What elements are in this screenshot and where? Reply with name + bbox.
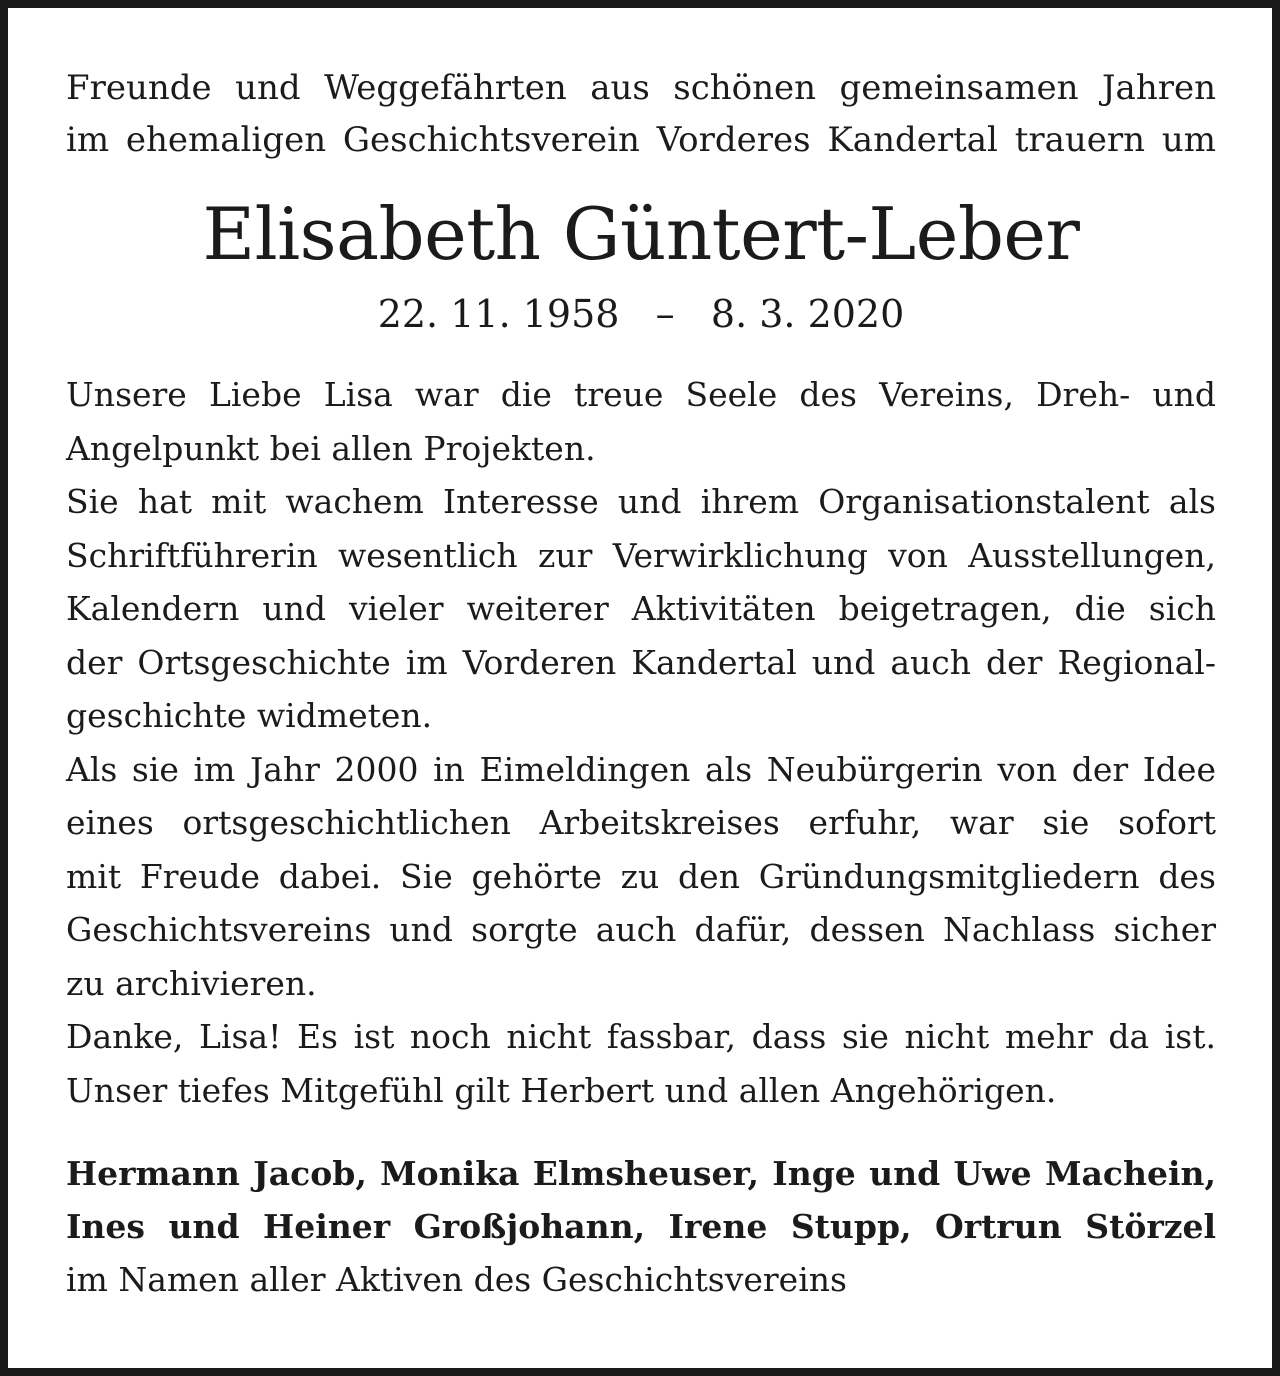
paragraph xyxy=(66,743,1216,1011)
tribute-text xyxy=(66,368,1216,1117)
text-line: zu archivieren. xyxy=(66,963,317,1003)
text-line: Als sie im Jahr 2000 in Eimeldingen als Neubürgerin von der Idee xyxy=(66,749,1216,789)
notice-content xyxy=(66,62,1216,1306)
deceased-name: Elisabeth Güntert-Leber xyxy=(202,192,1080,276)
text-line: Kalendern und vieler weiterer Aktivitäten beigetragen, die sich xyxy=(66,589,1216,628)
signers-block xyxy=(66,1147,1216,1306)
paragraph xyxy=(66,475,1216,743)
text-line: Unsere Liebe Lisa war die treue Seele des Vereins, Dreh- und xyxy=(66,375,1216,414)
text-line: Schriftführerin wesentlich zur Verwirklichung von Ausstellungen, xyxy=(66,535,1216,575)
intro-text xyxy=(66,62,1216,166)
signer-names: Ines und Heiner Großjohann, Irene Stupp, Ortrun Störzel xyxy=(66,1207,1216,1246)
text-line: mit Freude dabei. Sie gehörte zu den Gründungsmitgliedern des xyxy=(66,856,1216,896)
intro-line: im ehemaligen Geschichtsverein Vorderes Kandertal trauern um xyxy=(66,120,1216,160)
paragraph xyxy=(66,1010,1216,1117)
text-line: der Ortsgeschichte im Vorderen Kandertal und auch der Regional- xyxy=(66,642,1216,682)
text-line: geschichte widmeten. xyxy=(66,696,433,735)
paragraph xyxy=(66,368,1216,475)
text-line: Danke, Lisa! Es ist noch nicht fassbar, dass sie nicht mehr da ist. xyxy=(66,1017,1216,1056)
text-line: eines ortsgeschichtlichen Arbeitskreises erfuhr, war sie sofort xyxy=(66,803,1216,842)
text-line: Unser tiefes Mitgefühl gilt Herbert und allen Angehörigen. xyxy=(66,1070,1057,1110)
text-line: Sie hat mit wachem Interesse und ihrem Organisationstalent als xyxy=(66,482,1216,521)
signers-closing: im Namen aller Aktiven des Geschichtsvereins xyxy=(66,1260,847,1299)
text-line: Angelpunkt bei allen Projekten. xyxy=(66,428,596,468)
text-line: Geschichtsvereins und sorgte auch dafür, dessen Nachlass sicher xyxy=(66,910,1216,949)
life-dates: 22. 11. 1958 – 8. 3. 2020 xyxy=(377,292,905,336)
intro-line: Freunde und Weggefährten aus schönen gemeinsamen Jahren xyxy=(66,68,1216,108)
signer-names: Hermann Jacob, Monika Elmsheuser, Inge und Uwe Machein, xyxy=(66,1154,1216,1193)
